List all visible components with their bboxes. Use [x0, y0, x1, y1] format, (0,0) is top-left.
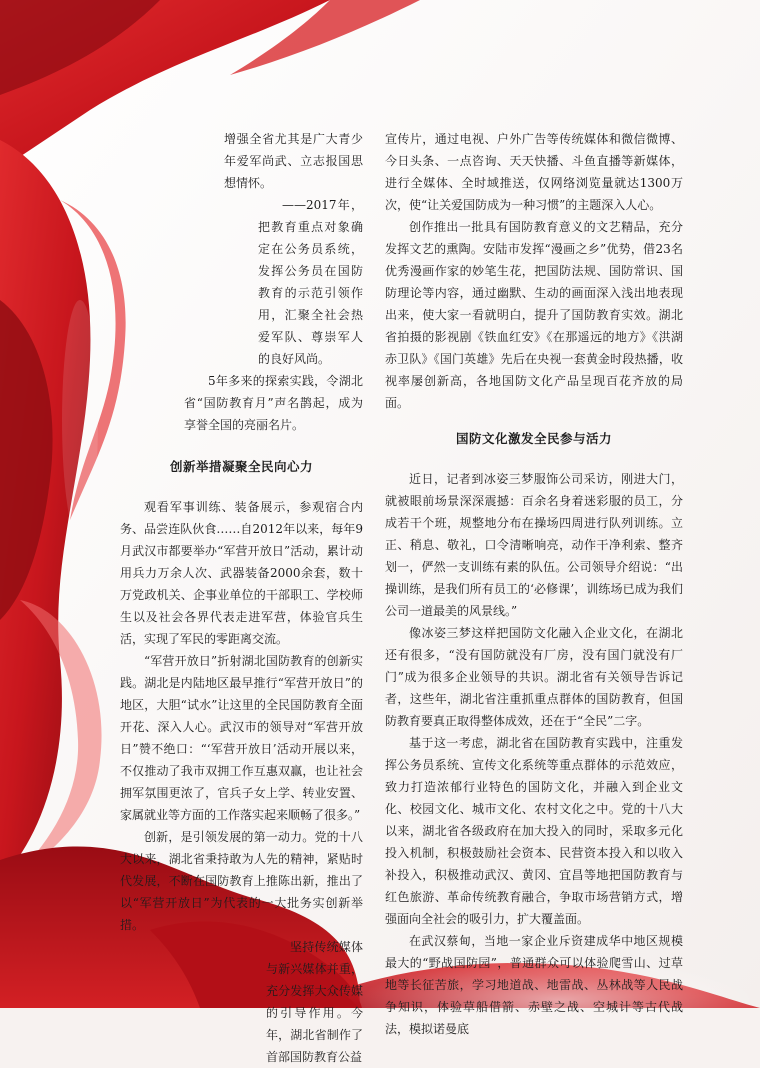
paragraph-cultural-works: 创作推出一批具有国防教育意义的文艺精品，充分发挥文艺的熏陶。安陆市发挥“漫画之乡”优势，借23名优秀漫画作家的妙笔生花，把国防法规、国防常识、国防理论等内容，通过幽默、生动的画面深入浅出地表现出来，使大家一看就明白，提升了国防教育实效。湖北省拍摄的影视剧《铁血红安》《在那遥远的地方》《洪湖赤卫队》《国门英雄》先后在央视一套黄金时段热播，收视率屡创新高，各地国防文化产品呈现百花齐放的局面。 [385, 220, 683, 410]
paragraph-defense-month: 5年多来的探索实践，令湖北省“国防教育月”声名鹊起，成为享誉全国的亮丽名片。 [184, 374, 363, 432]
paragraph-barracks-open-day: 观看军事训练、装备展示，参观宿合内务、品尝连队伙食……自2012年以来，每年9月武汉市都要举办“军营开放日”活动，累计动用兵力万余人次、武器装备2000余套，数十万党政机关、企事业单位的干部职工、学校师生以及社会各界代表走进军营，体验官兵生活，实现了军民的零距离交流。 [120, 500, 363, 646]
paragraph-field-park: 在武汉蔡甸，当地一家企业斥资建成华中地区规模最大的“野战国防园”，普通群众可以体验爬雪山、过草地等长征苦旅，学习地道战、地雷战、丛林战等人民战争知识，体验草船借箭、赤壁之战、空城计等古代战法，模拟诺曼底 [385, 934, 683, 1036]
article-left-column [120, 128, 363, 1068]
section-heading-culture: 国防文化激发全民参与活力 [455, 431, 612, 446]
paragraph-media-continued: 宣传片，通过电视、户外广告等传统媒体和微信微博、今日头条、一点咨询、天天快播、斗鱼直播等新媒体，进行全媒体、全时域推送，仅网络浏览量就达1300万次，使“让关爱国防成为一种习惯”的主题深入人心。 [385, 132, 683, 212]
paragraph-investment: 基于这一考虑，湖北省在国防教育实践中，注重发挥公务员系统、宣传文化系统等重点群体的示范效应，致力打造浓郁行业特色的国防文化，并融入到企业文化、校园文化、城市文化、农村文化之中。党的十八大以来，湖北省各级政府在加大投入的同时，采取多元化投入机制，积极鼓励社会资本、民营资本投入和以收入补投入，积极推动武汉、黄冈、宜昌等地把国防教育与红色旅游、革命传统教育融合，争取市场营销方式，增强面向全社会的吸引力，扩大覆盖面。 [385, 736, 683, 926]
paragraph-open-day-innovation: “军营开放日”折射湖北国防教育的创新实践。湖北是内陆地区最早推行“军营开放日”的地区，大胆“试水”让这里的全民国防教育全面开花、深入人心。武汉市的领导对“军营开放日”赞不绝口：“‘军营开放日’活动开展以来，不仅推动了我市双拥工作互惠双赢，也让社会拥军氛围更浓了，官兵子女上学、转业安置、家属就业等方面的工作落实起来顺畅了很多。” [120, 654, 363, 822]
section-heading-innovation: 创新举措凝聚全民向心力 [169, 459, 313, 474]
article-right-column [385, 128, 683, 1040]
paragraph-innovation-driver: 创新，是引领发展的第一动力。党的十八大以来，湖北省秉持敢为人先的精神，紧贴时代发展，不断在国防教育上推陈出新，推出了以“军营开放日”为代表的一大批务实创新举措。 [120, 830, 363, 932]
paragraph-company-training: 近日，记者到冰姿三梦服饰公司采访，刚进大门，就被眼前场景深深震撼：百余名身着迷彩服的员工，分成若干个班，规整地分布在操场四周进行队列训练。立正、稍息、敬礼，口令清晰响亮，动作干净利索、整齐划一，俨然一支训练有素的队伍。公司领导介绍说：“出操训练，是我们所有员工的‘必修课’，训练场已成为我们公司一道最美的风景线。” [385, 472, 683, 618]
paragraph-media: 坚持传统媒体与新兴媒体并重，充分发挥大众传媒的引导作用。今年，湖北省制作了首部国防教育公益 [266, 940, 363, 1064]
paragraph-enterprise-culture: 像冰姿三梦这样把国防文化融入企业文化，在湖北还有很多，“没有国防就没有厂房，没有国门就没有厂门”成为很多企业领导的共识。湖北省有关领导告诉记者，这些年，湖北省注重抓重点群体的国防教育，但国防教育要真正取得整体成效，还在于“全民”二字。 [385, 626, 683, 728]
paragraph-2017-civil-servants: ——2017年，把教育重点对象确定在公务员系统，发挥公务员在国防教育的示范引领作用，汇聚全社会热爱军队、尊崇军人的良好风尚。 [258, 198, 363, 366]
paragraph-youth: 增强全省尤其是广大青少年爱军尚武、立志报国思想情怀。 [224, 132, 363, 190]
